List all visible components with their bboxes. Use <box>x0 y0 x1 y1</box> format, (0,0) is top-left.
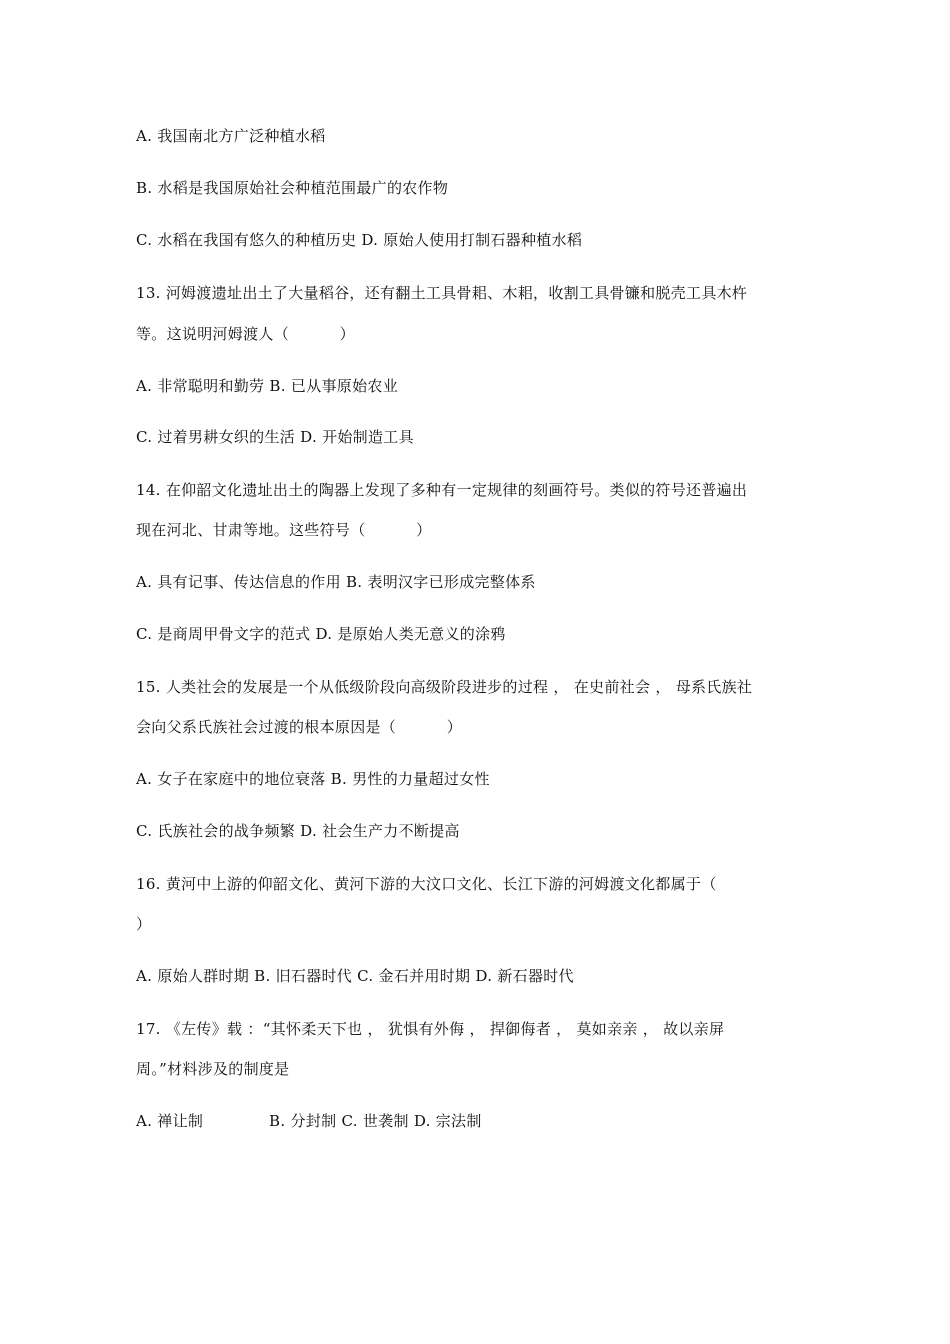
q12-option-b: B. 水稻是我国原始社会种植范围最广的农作物 <box>136 179 449 197</box>
q14-stem-line-1: 14. 在仰韶文化遗址出土的陶器上发现了多种有一定规律的刻画符号。类似的符号还普遍出 <box>136 481 748 499</box>
q14-options-c-d: C. 是商周甲骨文字的范式 D. 是原始人类无意义的涂鸦 <box>136 625 506 643</box>
q13-options-c-d: C. 过着男耕女织的生活 D. 开始制造工具 <box>136 428 414 446</box>
q15-options-a-b: A. 女子在家庭中的地位衰落 B. 男性的力量超过女性 <box>136 770 490 788</box>
q15-stem-line-1: 15. 人类社会的发展是一个从低级阶段向高级阶段进步的过程 ， 在史前社会 ， 母系氏族社 <box>136 678 753 696</box>
q12-options-c-d: C. 水稻在我国有悠久的种植历史 D. 原始人使用打制石器种植水稻 <box>136 231 583 249</box>
q17-stem-line-2: 周。”材料涉及的制度是 <box>136 1060 290 1078</box>
q16-stem-line-1: 16. 黄河中上游的仰韶文化、黄河下游的大汶口文化、长江下游的河姆渡文化都属于（ <box>136 875 717 893</box>
q16-options: A. 原始人群时期 B. 旧石器时代 C. 金石并用时期 D. 新石器时代 <box>136 967 574 985</box>
q13-options-a-b: A. 非常聪明和勤劳 B. 已从事原始农业 <box>136 377 398 395</box>
q13-stem-line-1: 13. 河姆渡遗址出土了大量稻谷，还有翻土工具骨耜、木耜，收割工具骨镰和脱壳工具木杵 <box>136 284 748 302</box>
q15-stem-line-2: 会向父系氏族社会过渡的根本原因是（ ） <box>136 718 463 736</box>
q12-option-a: A. 我国南北方广泛种植水稻 <box>136 127 326 145</box>
q14-stem-line-2: 现在河北、甘肃等地。这些符号（ ） <box>136 521 432 539</box>
q13-stem-line-2: 等。这说明河姆渡人（ ） <box>136 325 355 343</box>
q16-stem-line-2: ） <box>136 915 152 933</box>
q15-options-c-d: C. 氏族社会的战争频繁 D. 社会生产力不断提高 <box>136 822 460 840</box>
q14-options-a-b: A. 具有记事、传达信息的作用 B. 表明汉字已形成完整体系 <box>136 573 536 591</box>
q17-options: A. 禅让制 B. 分封制 C. 世袭制 D. 宗法制 <box>136 1112 482 1130</box>
q17-stem-line-1: 17. 《左传》载 ：“其怀柔天下也 ， 犹惧有外侮 ， 捍御侮者 ， 莫如亲亲 ， 故以亲屏 <box>136 1020 725 1038</box>
